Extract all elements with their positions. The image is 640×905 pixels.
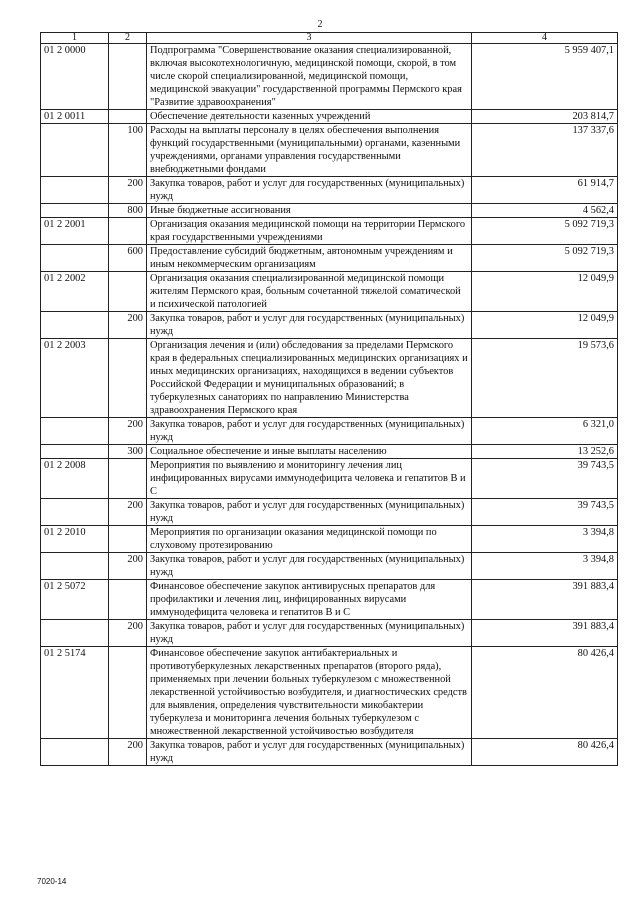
description-cell: Закупка товаров, работ и услуг для государственных (муниципальных) нужд: [147, 739, 472, 766]
table-row: [41, 44, 618, 110]
column-header-4: 4: [472, 33, 618, 44]
expense-type-cell: [109, 339, 147, 418]
expense-type-cell: [109, 459, 147, 499]
description-cell: Организация лечения и (или) обследования за пределами Пермского края в федеральных специализированных медицинских организациях и иных медицинских организациях, находящихся в ведении субъектов Российской Федерации и муниципальных образований; в туберкулезных санаториях по направлению Министерства здравоохранения Пермского края: [147, 339, 472, 418]
table-row: [41, 499, 618, 526]
expense-type-cell: 200: [109, 620, 147, 647]
table-row: [41, 418, 618, 445]
column-header-3: 3: [147, 33, 472, 44]
table-row: [41, 620, 618, 647]
expense-type-cell: 200: [109, 312, 147, 339]
description-cell: Закупка товаров, работ и услуг для государственных (муниципальных) нужд: [147, 418, 472, 445]
table-row: [41, 739, 618, 766]
expense-type-cell: 200: [109, 739, 147, 766]
expense-type-cell: [109, 218, 147, 245]
description-cell: Мероприятия по выявлению и мониторингу лечения лиц инфицированных вирусами иммунодефицита человека и гепатитов В и С: [147, 459, 472, 499]
table-row: [41, 218, 618, 245]
code-cell: [41, 245, 109, 272]
description-cell: Закупка товаров, работ и услуг для государственных (муниципальных) нужд: [147, 499, 472, 526]
amount-cell: 13 252,6: [472, 445, 618, 459]
table-row: [41, 580, 618, 620]
code-cell: [41, 445, 109, 459]
amount-cell: 19 573,6: [472, 339, 618, 418]
table-row: [41, 124, 618, 177]
expense-type-cell: 200: [109, 553, 147, 580]
code-cell: 01 2 2003: [41, 339, 109, 418]
expense-type-cell: 100: [109, 124, 147, 177]
expense-type-cell: [109, 526, 147, 553]
budget-table: [40, 32, 618, 766]
expense-type-cell: [109, 44, 147, 110]
table-row: [41, 526, 618, 553]
expense-type-cell: 800: [109, 204, 147, 218]
code-cell: [41, 620, 109, 647]
code-cell: 01 2 2001: [41, 218, 109, 245]
table-row: [41, 553, 618, 580]
description-cell: Подпрограмма "Совершенствование оказания специализированной, включая высокотехнологичную, медицинской помощи, скорой, в том числе скорой специализированной, медицинской помощи, медицинской эвакуации" государственной программы Пермского края "Развитие здравоохранения": [147, 44, 472, 110]
expense-type-cell: [109, 110, 147, 124]
amount-cell: 12 049,9: [472, 312, 618, 339]
code-cell: 01 2 2002: [41, 272, 109, 312]
description-cell: Иные бюджетные ассигнования: [147, 204, 472, 218]
amount-cell: 4 562,4: [472, 204, 618, 218]
amount-cell: 203 814,7: [472, 110, 618, 124]
table-row: [41, 459, 618, 499]
description-cell: Предоставление субсидий бюджетным, автономным учреждениям и иным некоммерческим организациям: [147, 245, 472, 272]
amount-cell: 39 743,5: [472, 459, 618, 499]
table-row: [41, 339, 618, 418]
column-header-1: 1: [41, 33, 109, 44]
description-cell: Закупка товаров, работ и услуг для государственных (муниципальных) нужд: [147, 553, 472, 580]
amount-cell: 5 092 719,3: [472, 245, 618, 272]
description-cell: Организация оказания медицинской помощи на территории Пермского края государственными учреждениями: [147, 218, 472, 245]
table-row: [41, 245, 618, 272]
expense-type-cell: 300: [109, 445, 147, 459]
amount-cell: 39 743,5: [472, 499, 618, 526]
amount-cell: 3 394,8: [472, 553, 618, 580]
table-row: [41, 312, 618, 339]
page-number: 2: [317, 19, 323, 30]
code-cell: [41, 204, 109, 218]
column-header-2: 2: [109, 33, 147, 44]
expense-type-cell: 200: [109, 499, 147, 526]
expense-type-cell: [109, 272, 147, 312]
table-row: [41, 272, 618, 312]
form-code: 7020-14: [37, 877, 67, 886]
amount-cell: 80 426,4: [472, 739, 618, 766]
description-cell: Социальное обеспечение и иные выплаты населению: [147, 445, 472, 459]
table-row: [41, 647, 618, 739]
description-cell: Финансовое обеспечение закупок антибактериальных и противотуберкулезных лекарственных препаратов (второго ряда), применяемых при лечении больных туберкулезом с множественной лекарственной устойчивостью возбудителя, и диагностических средств для выявления, определения чувствительности микобактерии туберкулеза и мониторинга лечения больных туберкулезом с множественной лекарственной устойчивостью возбудителя: [147, 647, 472, 739]
expense-type-cell: 200: [109, 418, 147, 445]
expense-type-cell: [109, 580, 147, 620]
description-cell: Закупка товаров, работ и услуг для государственных (муниципальных) нужд: [147, 312, 472, 339]
table-row: [41, 445, 618, 459]
code-cell: [41, 739, 109, 766]
expense-type-cell: 600: [109, 245, 147, 272]
table-row: [41, 204, 618, 218]
code-cell: 01 2 2010: [41, 526, 109, 553]
amount-cell: 3 394,8: [472, 526, 618, 553]
description-cell: Обеспечение деятельности казенных учреждений: [147, 110, 472, 124]
amount-cell: 6 321,0: [472, 418, 618, 445]
code-cell: 01 2 2008: [41, 459, 109, 499]
code-cell: 01 2 5072: [41, 580, 109, 620]
code-cell: 01 2 0011: [41, 110, 109, 124]
table-row: [41, 110, 618, 124]
code-cell: [41, 312, 109, 339]
code-cell: [41, 553, 109, 580]
amount-cell: 137 337,6: [472, 124, 618, 177]
table-row: [41, 177, 618, 204]
code-cell: [41, 124, 109, 177]
amount-cell: 5 959 407,1: [472, 44, 618, 110]
amount-cell: 80 426,4: [472, 647, 618, 739]
description-cell: Закупка товаров, работ и услуг для государственных (муниципальных) нужд: [147, 177, 472, 204]
code-cell: [41, 177, 109, 204]
amount-cell: 391 883,4: [472, 620, 618, 647]
amount-cell: 5 092 719,3: [472, 218, 618, 245]
amount-cell: 12 049,9: [472, 272, 618, 312]
expense-type-cell: 200: [109, 177, 147, 204]
code-cell: [41, 499, 109, 526]
description-cell: Финансовое обеспечение закупок антивирусных препаратов для профилактики и лечения лиц, инфицированных вирусами иммунодефицита человека и гепатитов В и С: [147, 580, 472, 620]
amount-cell: 61 914,7: [472, 177, 618, 204]
table-header-row: [41, 33, 618, 44]
description-cell: Расходы на выплаты персоналу в целях обеспечения выполнения функций государственными (муниципальными) органами, казенными учреждениями, органами управления государственными внебюджетными фондами: [147, 124, 472, 177]
description-cell: Закупка товаров, работ и услуг для государственных (муниципальных) нужд: [147, 620, 472, 647]
description-cell: Организация оказания специализированной медицинской помощи жителям Пермского края, больным сочетанной тяжелой соматической и психической патологией: [147, 272, 472, 312]
description-cell: Мероприятия по организации оказания медицинской помощи по слуховому протезированию: [147, 526, 472, 553]
expense-type-cell: [109, 647, 147, 739]
code-cell: [41, 418, 109, 445]
code-cell: 01 2 5174: [41, 647, 109, 739]
code-cell: 01 2 0000: [41, 44, 109, 110]
amount-cell: 391 883,4: [472, 580, 618, 620]
